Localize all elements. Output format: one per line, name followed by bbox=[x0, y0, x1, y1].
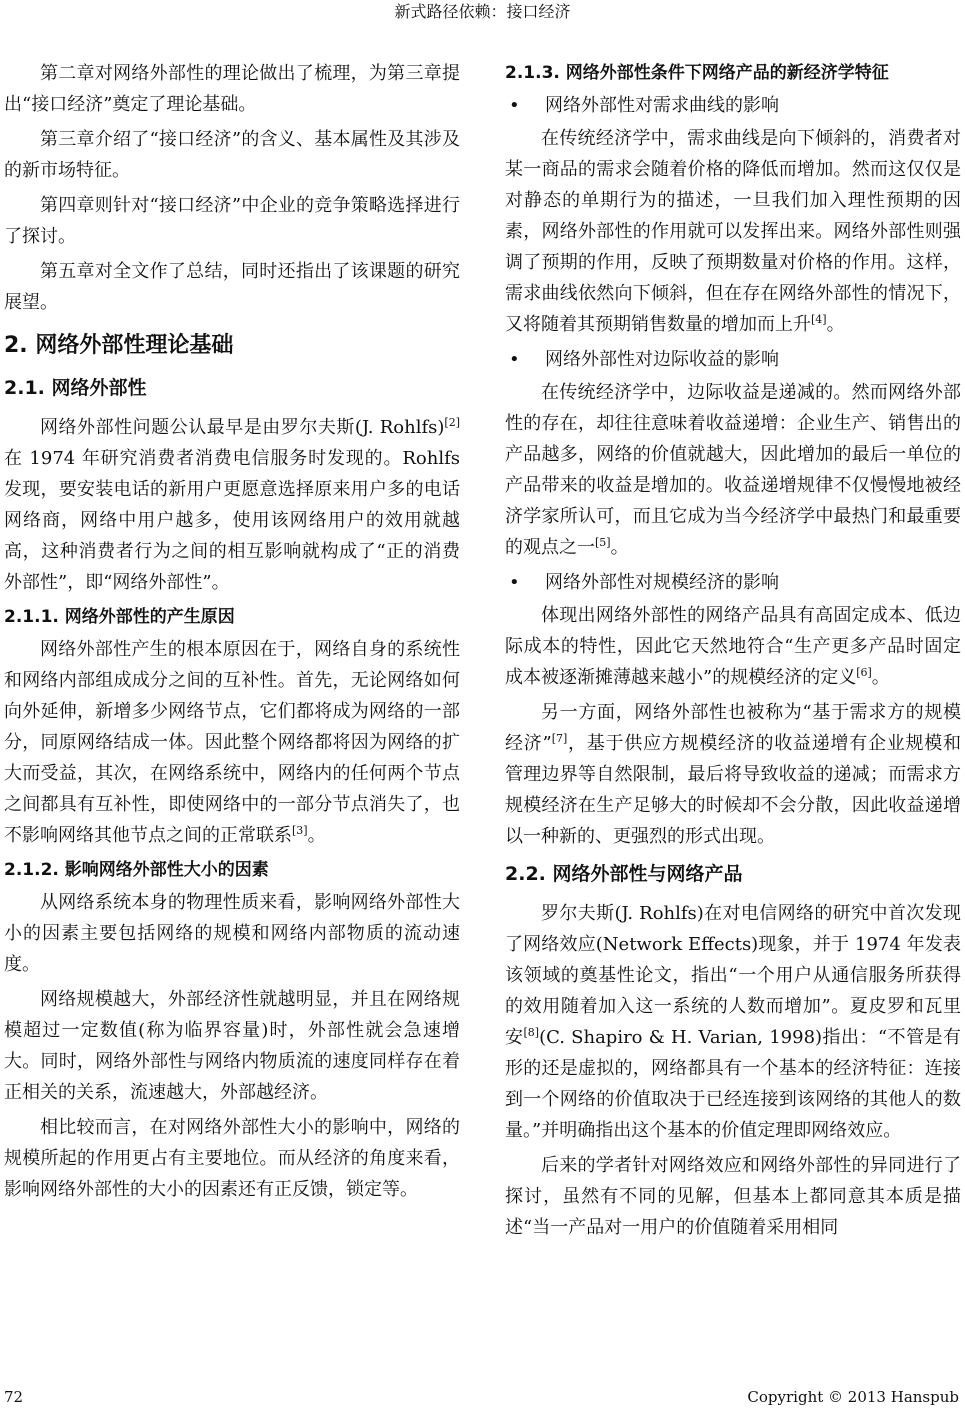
paragraph: 第二章对网络外部性的理论做出了梳理，为第三章提出“接口经济”奠定了理论基础。 bbox=[4, 63, 460, 115]
running-title: 新式路径依赖：接口经济 bbox=[394, 2, 571, 21]
paragraph: 第四章则针对“接口经济”中企业的竞争策略选择进行了探讨。 bbox=[4, 195, 460, 247]
text: 在传统经济学中，边际收益是递减的。然而网络外部性的存在，却往往意味着收益递增：企业生产、销售出的产品越多，网络的价值就越大，因此增加的最后一单位的产品带来的收益是增加的。收益递增规律不仅慢慢地被经济学家所认可，而且它成为当今经济学中最热门和最重要的观点之一 bbox=[505, 382, 961, 558]
paragraph bbox=[4, 412, 460, 598]
citation: [3] bbox=[292, 824, 308, 837]
paragraph: 第三章介绍了“接口经济”的含义、基本属性及其涉及的新市场特征。 bbox=[4, 129, 460, 181]
paragraph bbox=[505, 697, 961, 852]
paragraph bbox=[505, 123, 961, 340]
paragraph: 相比较而言，在对网络外部性大小的影响中，网络的规模所起的作用更占有主要地位。而从经济的角度来看，影响网络外部性的大小的因素还有正反馈，锁定等。 bbox=[4, 1117, 460, 1200]
paragraph bbox=[505, 898, 961, 1146]
subsubsection-heading: 2.1.1. 网络外部性的产生原因 bbox=[4, 607, 235, 627]
bullet-icon: • bbox=[509, 349, 520, 370]
paragraph bbox=[505, 377, 961, 563]
subsubsection-heading: 2.1.2. 影响网络外部性大小的因素 bbox=[4, 860, 269, 880]
right-column bbox=[505, 58, 961, 1247]
bullet-text: 网络外部性对规模经济的影响 bbox=[545, 572, 779, 593]
text: 。 bbox=[610, 537, 629, 558]
text: 在 1974 年研究消费者消费电信服务时发现的。Rohlfs 发现，要安装电话的新用户更愿意选择原来用户多的电话网络商，网络中用户越多，使用该网络用户的效用就越高，这种消费者行为之间的相互影响就构成了“正的消费外部性”，即“网络外部性”。 bbox=[4, 448, 460, 593]
citation: [8] bbox=[523, 1026, 540, 1039]
bullet-icon: • bbox=[509, 572, 520, 593]
text: 体现出网络外部性的网络产品具有高固定成本、低边际成本的特性，因此它天然地符合“生产更多产品时固定成本被逐渐摊薄越来越小”的规模经济的定义 bbox=[505, 605, 961, 688]
text: 。 bbox=[826, 314, 845, 335]
text: 罗尔夫斯(J. Rohlfs)在对电信网络的研究中首次发现了网络效应(Network Effects)现象，并于 1974 年发表该领域的奠基性论文，指出“一个用户从通信服务所获得的效用随着加入这一系统的人数而增加”。夏皮罗和瓦里安 bbox=[505, 903, 961, 1048]
subsection-heading: 2.2. 网络外部性与网络产品 bbox=[505, 863, 743, 885]
text: ，基于供应方规模经济的收益递增有企业规模和管理边界等自然限制，最后将导致收益的递减；而需求方规模经济在生产足够大的时候却不会分散，因此收益递增以一种新的、更强烈的形式出现。 bbox=[505, 733, 962, 847]
bullet-item bbox=[505, 344, 961, 375]
text: 网络外部性问题公认最早是由罗尔夫斯(J. Rohlfs) bbox=[40, 417, 445, 438]
section-heading: 2. 网络外部性理论基础 bbox=[4, 333, 234, 358]
text: (C. Shapiro & H. Varian, 1998)指出：“不管是有形的还是虚拟的，网络都具有一个基本的经济特征：连接到一个网络的价值取决于已经连接到该网络的其他人的数量。”并明确指出这个基本的价值定理即网络效应。 bbox=[505, 1027, 962, 1141]
paragraph: 从网络系统本身的物理性质来看，影响网络外部性大小的因素主要包括网络的规模和网络内部物质的流动速度。 bbox=[4, 892, 460, 975]
text: 。 bbox=[871, 667, 890, 688]
citation: [7] bbox=[551, 732, 568, 745]
bullet-text: 网络外部性对边际收益的影响 bbox=[545, 349, 779, 370]
paragraph: 后来的学者针对网络效应和网络外部性的异同进行了探讨，虽然有不同的见解，但基本上都同意其本质是描述“当一产品对一用户的价值随着采用相同 bbox=[505, 1155, 961, 1238]
copyright: Copyright © 2013 Hanspub bbox=[747, 1388, 959, 1406]
paragraph bbox=[505, 600, 961, 693]
bullet-item bbox=[505, 567, 961, 598]
bullet-item bbox=[505, 90, 961, 121]
text: 在传统经济学中，需求曲线是向下倾斜的，消费者对某一商品的需求会随着价格的降低而增加。然而这仅仅是对静态的单期行为的描述，一旦我们加入理性预期的因素，网络外部性的作用就可以发挥出来。网络外部性则强调了预期的作用，反映了预期数量对价格的作用。这样，需求曲线依然向下倾斜，但在存在网络外部性的情况下，又将随着其预期销售数量的增加而上升 bbox=[505, 128, 961, 335]
paragraph bbox=[4, 634, 460, 851]
citation: [4] bbox=[811, 313, 827, 326]
subsection-heading: 2.1. 网络外部性 bbox=[4, 377, 147, 399]
text: 另一方面，网络外部性也被称为“基于需求方的规模经济” bbox=[505, 702, 961, 754]
text: 网络外部性产生的根本原因在于，网络自身的系统性和网络内部组成成分之间的互补性。首先，无论网络如何向外延伸，新增多少网络节点，它们都将成为网络的一部分，同原网络结成一体。因此整个网络都将因为网络的扩大而受益，其次，在网络系统中，网络内的任何两个节点之间都具有互补性，即使网络中的一部分节点消失了，也不影响网络其他节点之间的正常联系 bbox=[4, 639, 460, 846]
citation: [2] bbox=[444, 416, 460, 429]
subsubsection-heading: 2.1.3. 网络外部性条件下网络产品的新经济学特征 bbox=[505, 63, 889, 83]
paragraph: 第五章对全文作了总结，同时还指出了该课题的研究展望。 bbox=[4, 261, 460, 313]
paragraph: 网络规模越大，外部经济性就越明显，并且在网络规模超过一定数值(称为临界容量)时，外部性就会急速增大。同时，网络外部性与网络内物质流的速度同样存在着正相关的关系，流速越大，外部越经济。 bbox=[4, 989, 460, 1103]
left-column bbox=[4, 58, 460, 1209]
bullet-icon: • bbox=[509, 95, 520, 116]
page-number: 72 bbox=[4, 1388, 24, 1406]
citation: [5] bbox=[595, 536, 611, 549]
text: 。 bbox=[307, 825, 326, 846]
bullet-text: 网络外部性对需求曲线的影响 bbox=[545, 95, 779, 116]
citation: [6] bbox=[856, 666, 872, 679]
